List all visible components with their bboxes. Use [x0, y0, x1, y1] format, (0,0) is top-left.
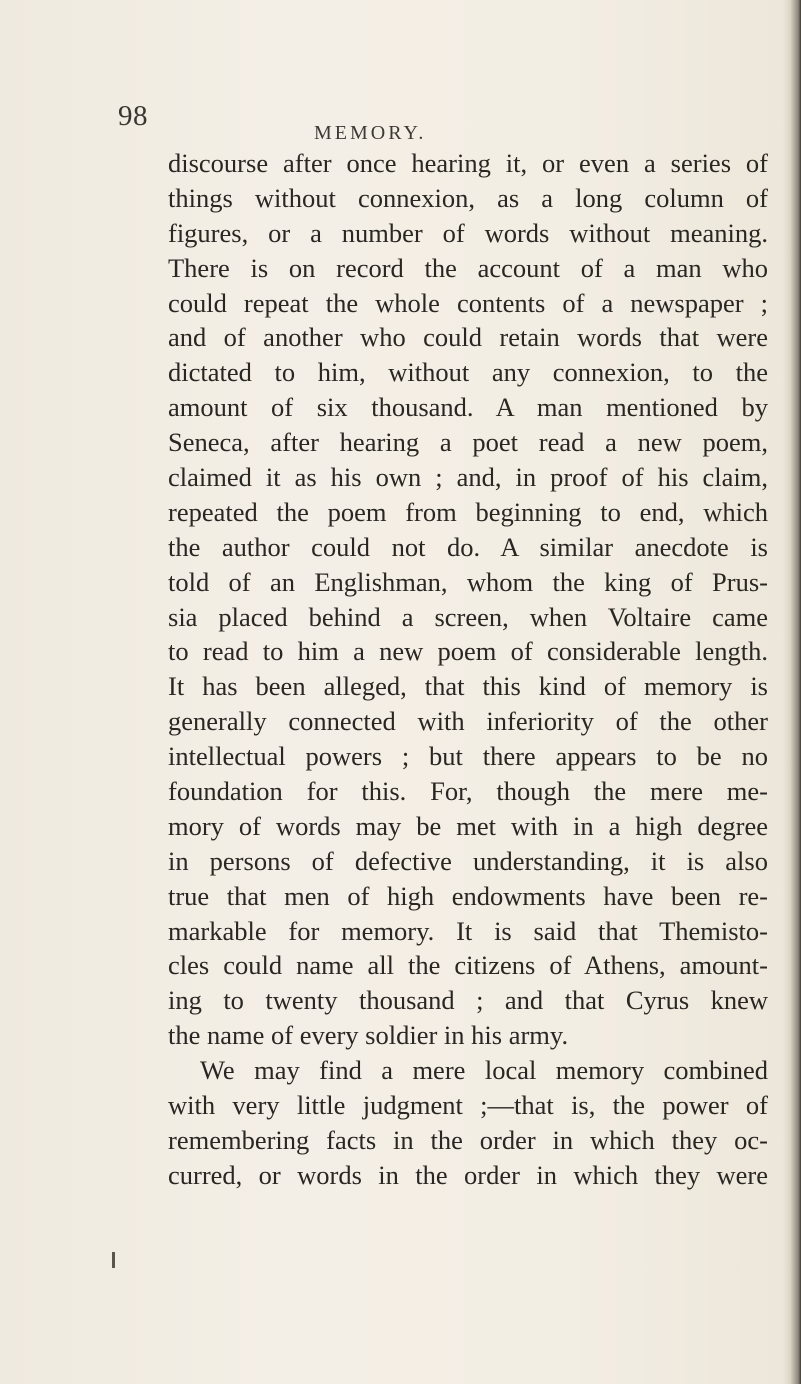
page-number: 98: [118, 100, 148, 132]
text-line: remembering facts in the order in which they oc-: [168, 1124, 768, 1155]
text-line: generally connected with inferiority of the other: [168, 706, 768, 737]
text-line: Seneca, after hearing a poet read a new poem,: [168, 427, 768, 458]
text-line: discourse after once hearing it, or even a series of: [168, 148, 768, 178]
text-line: repeated the poem from beginning to end, which: [168, 496, 768, 527]
paragraph-end-line: the name of every soldier in his army.: [168, 1020, 569, 1051]
text-line: markable for memory. It is said that Themisto-: [168, 915, 768, 946]
text-line: dictated to him, without any connexion, to the: [168, 357, 768, 388]
text-line: and of another who could retain words that were: [168, 322, 768, 353]
text-line: the author could not do. A similar anecdote is: [168, 531, 768, 562]
text-line: to read to him a new poem of considerable length.: [168, 636, 768, 667]
running-head: MEMORY.: [314, 122, 427, 144]
text-line: ing to twenty thousand ; and that Cyrus knew: [168, 985, 768, 1016]
text-line: in persons of defective understanding, it is also: [168, 845, 768, 876]
binding-shadow: [783, 0, 801, 1384]
text-line: There is on record the account of a man who: [168, 252, 768, 283]
text-line: It has been alleged, that this kind of memory is: [168, 671, 768, 702]
text-line: things without connexion, as a long column of: [168, 182, 768, 213]
paragraph-start-line: We may find a mere local memory combined: [200, 1055, 768, 1086]
text-line: foundation for this. For, though the mere me-: [168, 776, 768, 807]
text-line: cles could name all the citizens of Athens, amount-: [168, 950, 768, 981]
text-line: with very little judgment ;—that is, the power of: [168, 1090, 768, 1121]
text-line: mory of words may be met with in a high degree: [168, 810, 768, 841]
text-line: figures, or a number of words without meaning.: [168, 217, 768, 248]
body-text: [168, 146, 768, 1193]
text-line: intellectual powers ; but there appears to be no: [168, 741, 768, 772]
text-line: sia placed behind a screen, when Voltaire came: [168, 601, 768, 632]
text-line: claimed it as his own ; and, in proof of his claim,: [168, 462, 768, 493]
text-line: could repeat the whole contents of a newspaper ;: [168, 287, 768, 318]
text-line: amount of six thousand. A man mentioned by: [168, 392, 768, 423]
text-line: curred, or words in the order in which they were: [168, 1159, 768, 1190]
print-speck: [112, 1252, 115, 1268]
text-line: told of an Englishman, whom the king of Prus-: [168, 566, 768, 597]
text-line: true that men of high endowments have been re-: [168, 880, 768, 911]
